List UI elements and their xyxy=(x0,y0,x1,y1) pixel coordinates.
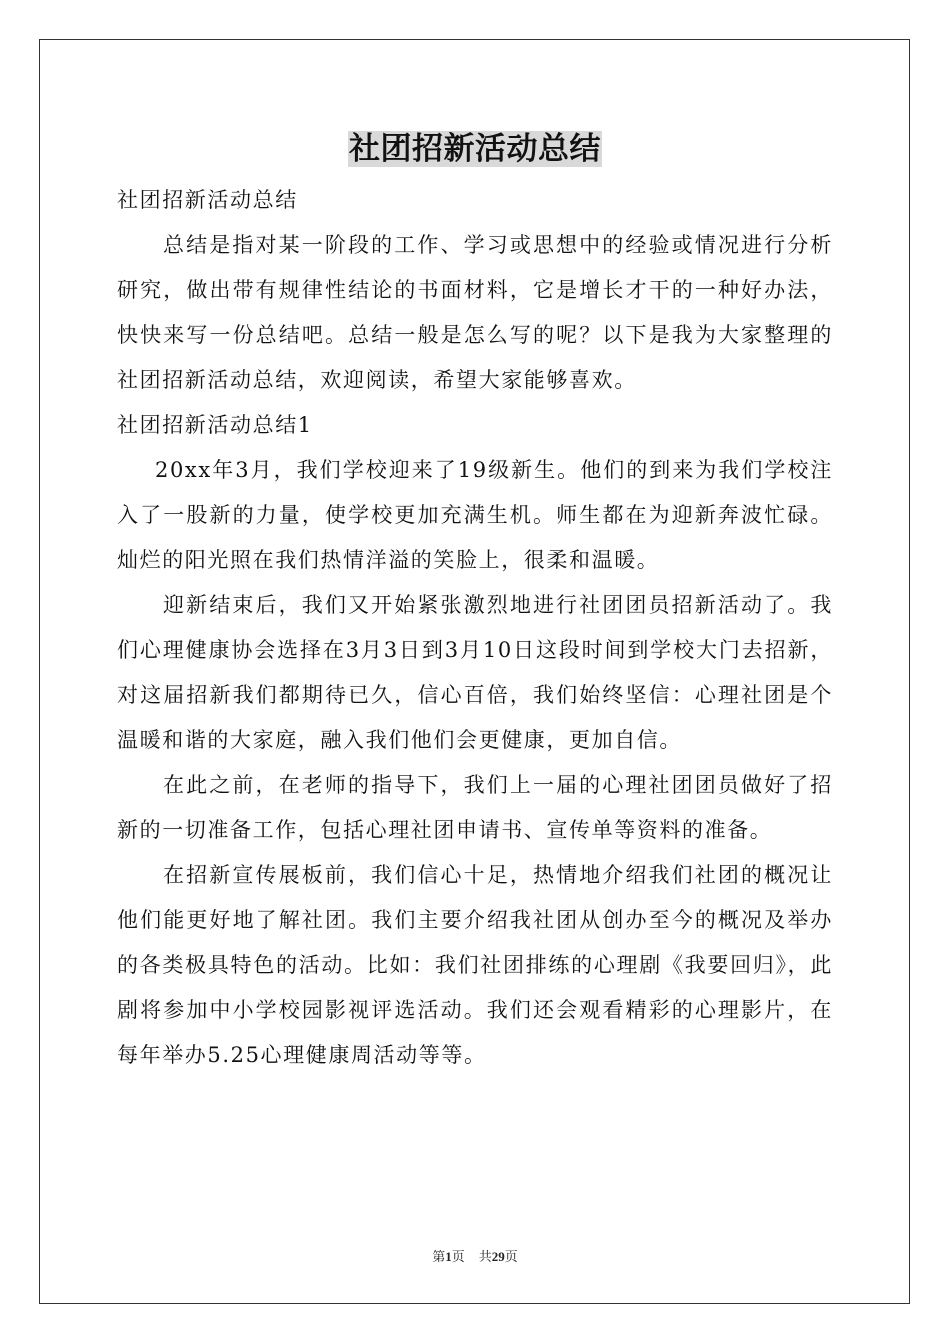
page-prefix: 第 xyxy=(432,1249,446,1264)
intro-paragraph: 总结是指对某一阶段的工作、学习或思想中的经验或情况进行分析研究，做出带有规律性结论的书面材料，它是增长才干的一种好办法，快快来写一份总结吧。总结一般是怎么写的呢？以下是我为大家整理的社团招新活动总结，欢迎阅读，希望大家能够喜欢。 xyxy=(117,233,833,392)
document-title-text: 社团招新活动总结 xyxy=(349,131,601,167)
body-paragraph-3: 在此之前，在老师的指导下，我们上一届的心理社团团员做好了招新的一切准备工作，包括心理社团申请书、宣传单等资料的准备。 xyxy=(117,773,833,842)
page-footer xyxy=(0,1248,950,1266)
document-body xyxy=(117,178,833,1078)
total-prefix: 共 xyxy=(478,1249,492,1264)
page-current: 1 xyxy=(445,1249,452,1264)
subtitle-paragraph: 社团招新活动总结 xyxy=(117,188,298,212)
page-suffix: 页 xyxy=(451,1249,465,1264)
body-paragraph-4: 在招新宣传展板前，我们信心十足，热情地介绍我们社团的概况让他们能更好地了解社团。我们主要介绍我社团从创办至今的概况及举办的各类极具特色的活动。比如：我们社团排练的心理剧《我要回归》，此剧将参加中小学校园影视评选活动。我们还会观看精彩的心理影片，在每年举办5.25心理健康周活动等等。 xyxy=(117,863,833,1067)
body-paragraph-1: 20xx年3月，我们学校迎来了19级新生。他们的到来为我们学校注入了一股新的力量，使学校更加充满生机。师生都在为迎新奔波忙碌。灿烂的阳光照在我们热情洋溢的笑脸上，很柔和温暖。 xyxy=(117,458,833,572)
section-heading-1: 社团招新活动总结1 xyxy=(117,413,313,437)
total-suffix: 页 xyxy=(504,1249,518,1264)
page-total: 29 xyxy=(491,1249,505,1264)
document-title xyxy=(0,128,950,170)
body-paragraph-2: 迎新结束后，我们又开始紧张激烈地进行社团团员招新活动了。我们心理健康协会选择在3月3日到3月10日这段时间到学校大门去招新，对这届招新我们都期待已久，信心百倍，我们始终坚信：心理社团是个温暖和谐的大家庭，融入我们他们会更健康，更加自信。 xyxy=(117,593,833,752)
